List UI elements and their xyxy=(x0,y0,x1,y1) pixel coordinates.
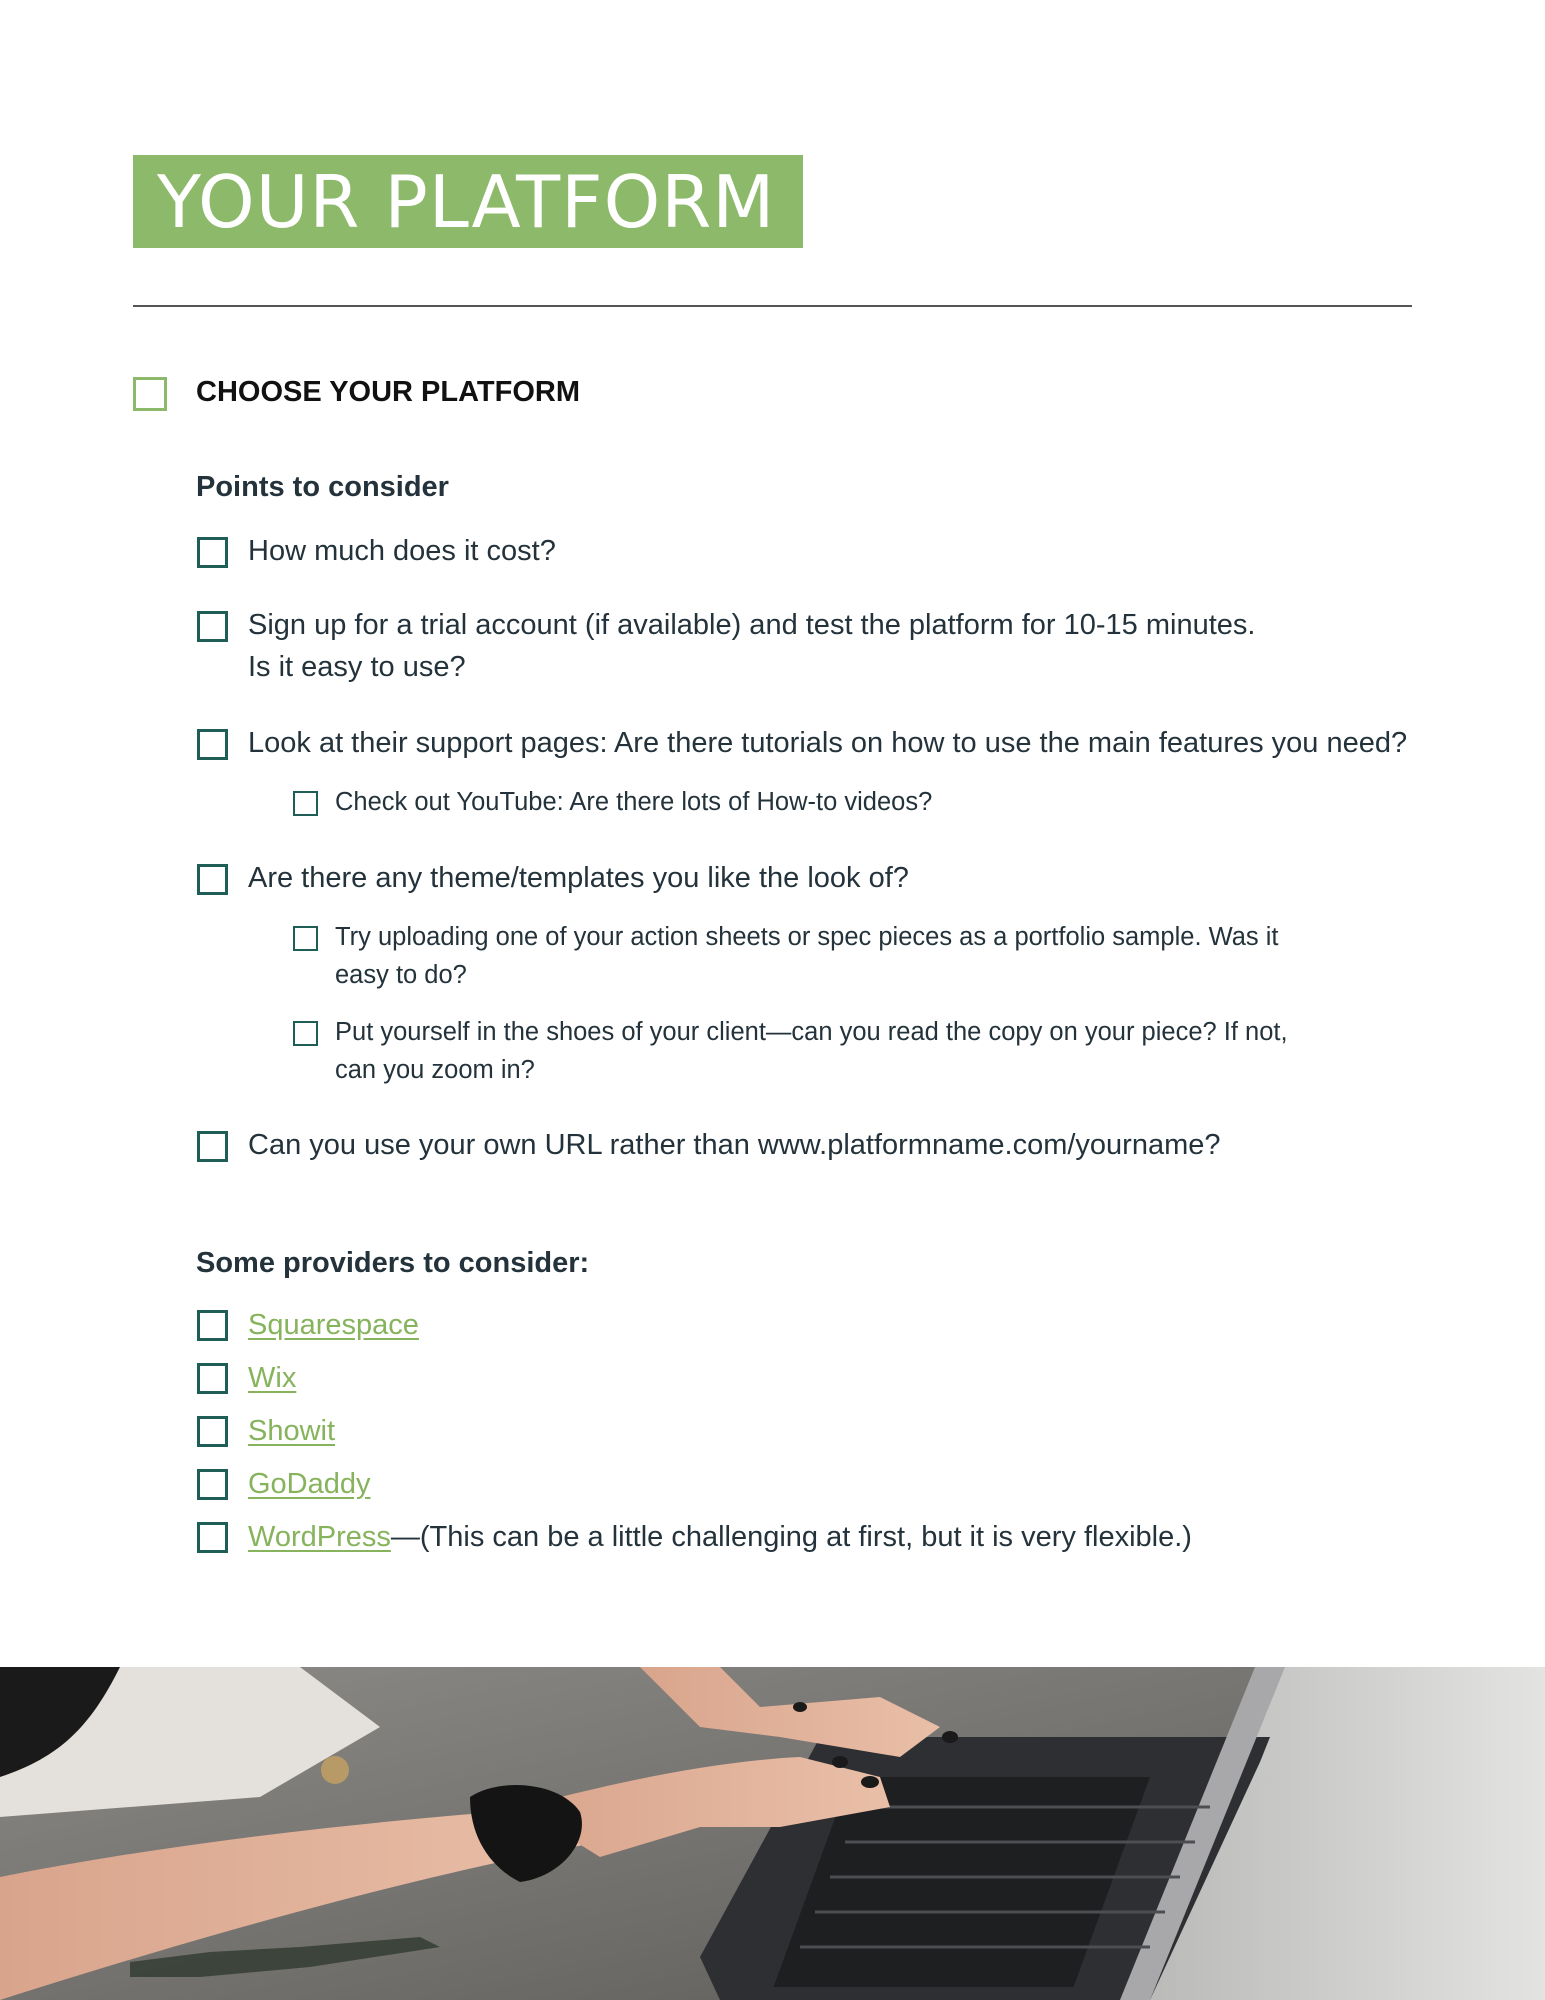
point-text-continued: Is it easy to use? xyxy=(248,651,466,683)
provider-checkbox[interactable] xyxy=(197,1416,228,1447)
point-text: Are there any theme/templates you like the look of? xyxy=(248,862,909,894)
point-checkbox[interactable] xyxy=(197,537,228,568)
point-checkbox[interactable] xyxy=(197,729,228,760)
section-checkbox[interactable] xyxy=(133,377,167,411)
provider-checkbox[interactable] xyxy=(197,1522,228,1553)
laptop-typing-photo xyxy=(0,1667,1545,2000)
provider-checkbox[interactable] xyxy=(197,1363,228,1394)
page-title: YOUR PLATFORM xyxy=(157,159,776,244)
subpoint-text: Put yourself in the shoes of your client—can you read the copy on your piece? If not, xyxy=(335,1018,1288,1046)
points-heading: Points to consider xyxy=(196,471,449,503)
provider-row-wordpress xyxy=(248,1516,1192,1558)
provider-checkbox[interactable] xyxy=(197,1469,228,1500)
point-text: Look at their support pages: Are there tutorials on how to use the main features you need? xyxy=(248,727,1408,759)
subpoint-text: Check out YouTube: Are there lots of How-to videos? xyxy=(335,788,933,816)
providers-heading: Some providers to consider: xyxy=(196,1247,590,1279)
provider-link-wordpress[interactable]: WordPress xyxy=(248,1521,391,1553)
point-checkbox[interactable] xyxy=(197,611,228,642)
subpoint-text: Try uploading one of your action sheets or spec pieces as a portfolio sample. Was it xyxy=(335,923,1279,951)
divider xyxy=(133,305,1412,307)
subpoint-checkbox[interactable] xyxy=(293,926,318,951)
subpoint-text-continued: can you zoom in? xyxy=(335,1056,535,1084)
provider-note: —(This can be a little challenging at first, but it is very flexible.) xyxy=(390,1521,1192,1553)
provider-link-showit[interactable]: Showit xyxy=(248,1415,336,1447)
section-heading: CHOOSE YOUR PLATFORM xyxy=(196,376,580,408)
subpoint-text-continued: easy to do? xyxy=(335,961,467,989)
point-text: Can you use your own URL rather than www.platformname.com/yourname? xyxy=(248,1129,1221,1161)
provider-link-squarespace[interactable]: Squarespace xyxy=(248,1309,419,1341)
provider-checkbox[interactable] xyxy=(197,1310,228,1341)
point-text: Sign up for a trial account (if available) and test the platform for 10-15 minutes. xyxy=(248,609,1256,641)
subpoint-checkbox[interactable] xyxy=(293,1021,318,1046)
page-title-banner xyxy=(133,155,803,248)
subpoint-checkbox[interactable] xyxy=(293,791,318,816)
point-checkbox[interactable] xyxy=(197,1131,228,1162)
provider-link-wix[interactable]: Wix xyxy=(248,1362,297,1394)
point-text: How much does it cost? xyxy=(248,535,556,567)
provider-link-godaddy[interactable]: GoDaddy xyxy=(248,1468,371,1500)
point-checkbox[interactable] xyxy=(197,864,228,895)
